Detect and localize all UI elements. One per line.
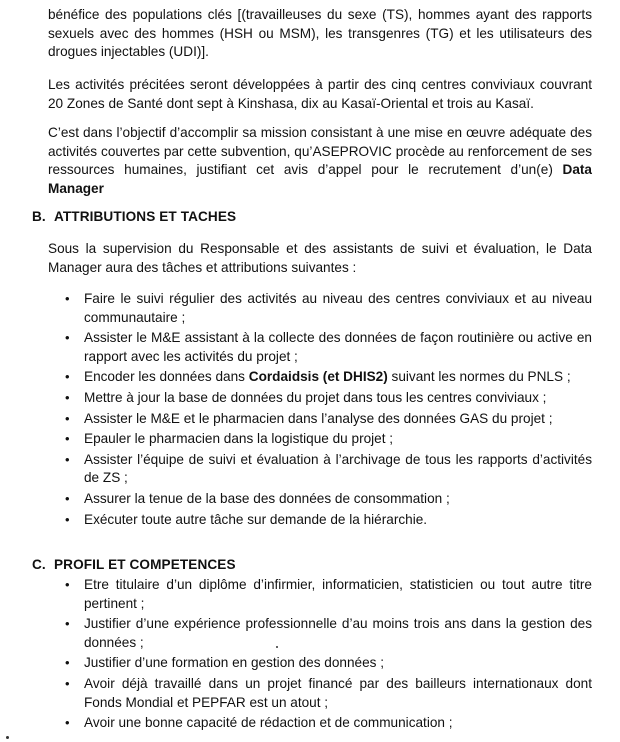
section-b-list [62, 290, 592, 531]
intro-paragraph-1: bénéfice des populations clés [(travailleuses du sexe (TS), hommes ayant des rapports sexuels avec des hommes (HSH ou MSM), les transgenres (TG) et les utilisateurs des drogues injectables (UDI)]. [48, 7, 592, 60]
list-item: • Justifier d’une expérience professionnelle d’au moins trois ans dans la gestion des données ; [65, 616, 592, 650]
section-b-heading [32, 208, 236, 227]
scan-speck [276, 646, 278, 648]
data-manager-title: Data Manager [48, 162, 592, 196]
list-item: • Assurer la tenue de la base des données de consommation ; [62, 490, 592, 509]
bullet-icon: • [65, 291, 70, 306]
scan-speck [6, 736, 9, 739]
list-item: • Etre titulaire d’un diplôme d’infirmier, informaticien, statisticien ou tout autre titre pertinent ; [65, 577, 592, 611]
software-name: Cordaidsis (et DHIS2) [248, 369, 388, 385]
list-item: • Epauler le pharmacien dans la logistique du projet ; [62, 430, 592, 449]
bullet-icon: • [65, 330, 70, 346]
bullet-icon: • [65, 451, 70, 467]
section-b-title: ATTRIBUTIONS ET TACHES [54, 209, 237, 224]
list-item: • Mettre à jour la base de données du projet dans tous les centres conviviaux ; [62, 389, 592, 408]
intro-paragraph-3 [48, 124, 592, 198]
list-item: • Avoir déjà travaillé dans un projet financé par des bailleurs internationaux dont Fonds Mondial et PEPFAR est un atout ; [65, 675, 592, 710]
bullet-icon: • [65, 369, 70, 385]
section-b-intro: Sous la supervision du Responsable et des assistants de suivi et évaluation, le Data Manager aura des tâches et attributions suivantes : [48, 241, 592, 275]
bullet-icon: • [65, 431, 70, 447]
bullet-icon: • [65, 715, 70, 731]
section-c-heading [32, 556, 236, 575]
list-item: • Encoder les données dans Cordaidsis (et DHIS2) suivant les normes du PNLS ; [62, 368, 592, 387]
intro-paragraph-2: Les activités précitées seront développées à partir des cinq centres conviviaux couvrant 20 Zones de Santé dont sept à Kinshasa, dix au Kasaï-Oriental et trois au Kasaï. [48, 77, 592, 111]
list-item: • Exécuter toute autre tâche sur demande de la hiérarchie. [62, 511, 592, 530]
list-item: • Assister le M&E et le pharmacien dans l’analyse des données GAS du projet ; [62, 410, 592, 429]
bullet-icon: • [65, 577, 70, 592]
intro-paragraph-3-text: C’est dans l’objectif d’accomplir sa mission consistant à une mise en œuvre adéquate des activités couvertes par cette subvention, qu’ASEPROVIC procède au renforcement de ses ressources humaines, justifiant cet avis d’appel pour le recrutement d’un(e) [48, 125, 592, 178]
bullet-icon: • [65, 675, 70, 691]
section-c-list [62, 576, 592, 735]
bullet-icon: • [65, 490, 70, 506]
list-item: • Faire le suivi régulier des activités au niveau des centres conviviaux et au niveau communautaire ; [65, 291, 592, 325]
section-c-letter: C. [32, 557, 46, 572]
section-c-title: PROFIL ET COMPETENCES [54, 557, 236, 572]
list-item: • Avoir une bonne capacité de rédaction et de communication ; [62, 714, 592, 733]
bullet-icon: • [65, 389, 70, 405]
bullet-icon: • [65, 410, 70, 426]
bullet-icon: • [65, 616, 70, 632]
list-item: • Justifier d’une formation en gestion des données ; [62, 654, 592, 673]
bullet-icon: • [65, 655, 70, 671]
list-item: • Assister le M&E assistant à la collecte des données de façon routinière ou active en rapport avec les activités du projet ; [65, 330, 592, 364]
bullet-icon: • [65, 511, 70, 527]
list-item: • Assister l’équipe de suivi et évaluation à l’archivage de tous les rapports d’activités de ZS ; [65, 451, 592, 486]
section-b-letter: B. [32, 209, 46, 224]
